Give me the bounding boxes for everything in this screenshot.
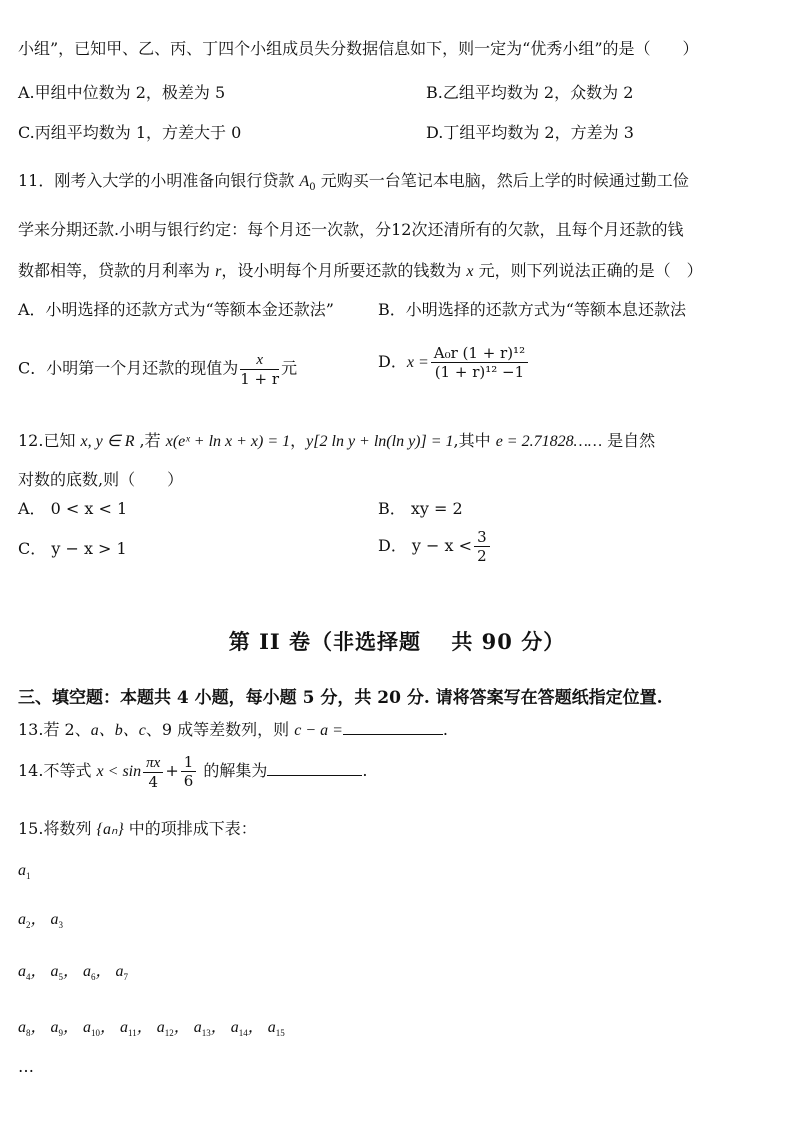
q14-fraction-1-numerator: πx	[146, 754, 161, 771]
q12-line1-c: ,其中	[453, 431, 496, 450]
q12-line1-d: 是自然	[602, 431, 656, 450]
q15-term-index: 6	[91, 972, 96, 983]
q11-option-a: A．小明选择的还款方式为“等额本金还款法”	[18, 300, 334, 319]
q11-line3-c: 元，则下列说法正确的是（ ）	[473, 261, 703, 280]
q14-middle: 的解集为	[198, 761, 268, 780]
q10-option-d: D.丁组平均数为 2，方差为 3	[426, 123, 634, 142]
q14-line	[18, 752, 367, 791]
q15-row-4: $a_8$， $a_9$， $a_{10}$， $a_{11}$， $a_{12}$， $a_{13}$， $a_{14}$， $a_{15}$	[18, 1019, 285, 1039]
q15-row-1: $a_1$	[18, 862, 31, 882]
q14-prefix: 14.不等式	[18, 761, 97, 780]
q14-fraction-2-numerator: 1	[181, 753, 197, 772]
q11-loan-var: A	[299, 173, 310, 190]
q11-option-c-fraction	[240, 350, 279, 388]
q13-prefix: 13.若 2、	[18, 720, 91, 739]
q11-line-2: 学来分期还款.小明与银行约定：每个月还一次款，分12次还清所有的欠款，且每个月还款的钱	[18, 220, 684, 239]
q15-term-index: 12	[164, 1028, 174, 1039]
q15-term-index: 10	[91, 1028, 101, 1039]
q14-fraction-1-denominator: 4	[148, 772, 158, 791]
q11-option-c-unit: 元	[281, 358, 298, 378]
q12-line1-b: ,若	[134, 431, 166, 450]
q12-condition: x, y ∈ R	[80, 433, 135, 450]
q12-line1-a: 12.已知	[18, 431, 81, 450]
q12-line-1	[18, 430, 655, 453]
q15-prefix: 15.将数列	[18, 819, 97, 838]
q14-fraction-2	[181, 753, 197, 790]
q12-e-value: e = 2.71828……	[495, 433, 603, 450]
q12-option-d-numerator: 3	[474, 528, 490, 547]
q14-fraction-1	[143, 753, 163, 791]
q11-option-d-fraction	[431, 344, 528, 381]
q15-term-index: 2	[26, 920, 31, 931]
q15-term-index: 14	[238, 1028, 248, 1039]
q11-option-b: B．小明选择的还款方式为“等额本息还款法	[378, 300, 686, 319]
q11-line3-b: ，设小明每个月所要还款的钱数为	[221, 261, 467, 280]
q11-option-d-label: D．	[378, 352, 407, 371]
q13-expression: c − a =	[294, 722, 343, 739]
q15-row-2: $a_2$， $a_3$	[18, 911, 64, 931]
q15-term-index: 15	[275, 1028, 285, 1039]
q13-vars: a、b、c	[90, 722, 146, 739]
q12-separator: ，	[290, 431, 307, 450]
q12-equation-1: x(eˣ + ln x + x) = 1	[165, 433, 291, 450]
q12-line-2: 对数的底数,则（ ）	[18, 470, 184, 489]
q15-term-index: 11	[128, 1028, 137, 1039]
q11-pay-var: x	[466, 263, 474, 280]
q15-suffix: 中的项排成下表：	[123, 819, 257, 838]
q14-suffix: .	[362, 761, 368, 780]
q10-option-b: B.乙组平均数为 2，众数为 2	[426, 83, 634, 102]
q11-line-3	[18, 260, 703, 283]
q11-option-c	[18, 350, 297, 388]
q11-line-1	[18, 170, 689, 199]
q11-line1-a: 11．刚考入大学的小明准备向银行贷款	[18, 171, 300, 190]
q11-option-d-numerator: A₀r (1 + r)¹²	[431, 344, 528, 363]
q14-fraction-2-denominator: 6	[183, 772, 194, 790]
q12-option-a: A． 0 < x < 1	[18, 499, 128, 518]
q10-option-c: C.丙组平均数为 1，方差大于 0	[18, 123, 242, 142]
q13-middle: 、9 成等差数列，则	[145, 720, 295, 739]
q11-loan-sub: 0	[309, 182, 316, 194]
q15-term-index: 1	[26, 871, 31, 882]
q10-stem-tail: 小组”，已知甲、乙、丙、丁四个小组成员失分数据信息如下，则一定为“优秀小组”的是（ ）	[18, 39, 699, 58]
q11-option-d	[378, 344, 530, 381]
q15-row-3: $a_4$， $a_5$， $a_6$， $a_7$	[18, 963, 129, 983]
q11-line3-a: 数都相等，贷款的月利率为	[18, 261, 216, 280]
q14-plus: +	[165, 761, 179, 780]
q14-lhs: x < sin	[96, 763, 142, 780]
q15-term-index: 3	[58, 920, 64, 931]
section-three-title: 三、填空题：本题共 4 小题，每小题 5 分，共 20 分. 请将答案写在答题纸指定位置.	[18, 688, 663, 708]
q12-equation-2: y[2 ln y + ln(ln y)] = 1	[306, 433, 454, 450]
q15-term-index: 13	[201, 1028, 211, 1039]
q12-option-d-denominator: 2	[477, 547, 487, 565]
q13-suffix: .	[442, 720, 448, 739]
q15-term-index: 7	[123, 972, 129, 983]
q15-term-index: 9	[58, 1028, 64, 1039]
q15-line	[18, 818, 257, 841]
q13-line	[18, 719, 448, 742]
q11-rate-var: r	[215, 263, 222, 280]
q14-answer-blank[interactable]	[267, 761, 362, 776]
q12-option-d-text: D． y − x <	[378, 536, 473, 555]
q12-option-d	[378, 528, 492, 565]
q11-line1-b: 元购买一台笔记本电脑，然后上学的时候通过勤工俭	[315, 171, 689, 190]
q11-option-c-text: C．小明第一个月还款的现值为	[18, 358, 239, 378]
q15-term-index: 4	[26, 972, 31, 983]
q13-answer-blank[interactable]	[343, 720, 443, 735]
q12-option-c: C． y − x > 1	[18, 539, 127, 558]
q15-sequence: {aₙ}	[96, 821, 124, 838]
q12-option-d-fraction	[474, 528, 490, 565]
q15-term-index: 8	[26, 1028, 31, 1039]
q10-option-a: A.甲组中位数为 2，极差为 5	[18, 83, 226, 102]
q11-option-c-denominator: 1 + r	[240, 370, 280, 388]
q11-option-d-denominator: (1 + r)¹² −1	[434, 363, 525, 381]
q11-option-c-numerator: x	[256, 352, 263, 368]
q15-term-index: 5	[58, 972, 64, 983]
q15-ellipsis: …	[18, 1057, 34, 1076]
q11-option-d-lhs: x =	[406, 354, 429, 371]
part-two-heading: 第 II 卷（非选择题 共 90 分）	[228, 629, 566, 654]
q12-option-b: B． xy = 2	[378, 499, 463, 518]
